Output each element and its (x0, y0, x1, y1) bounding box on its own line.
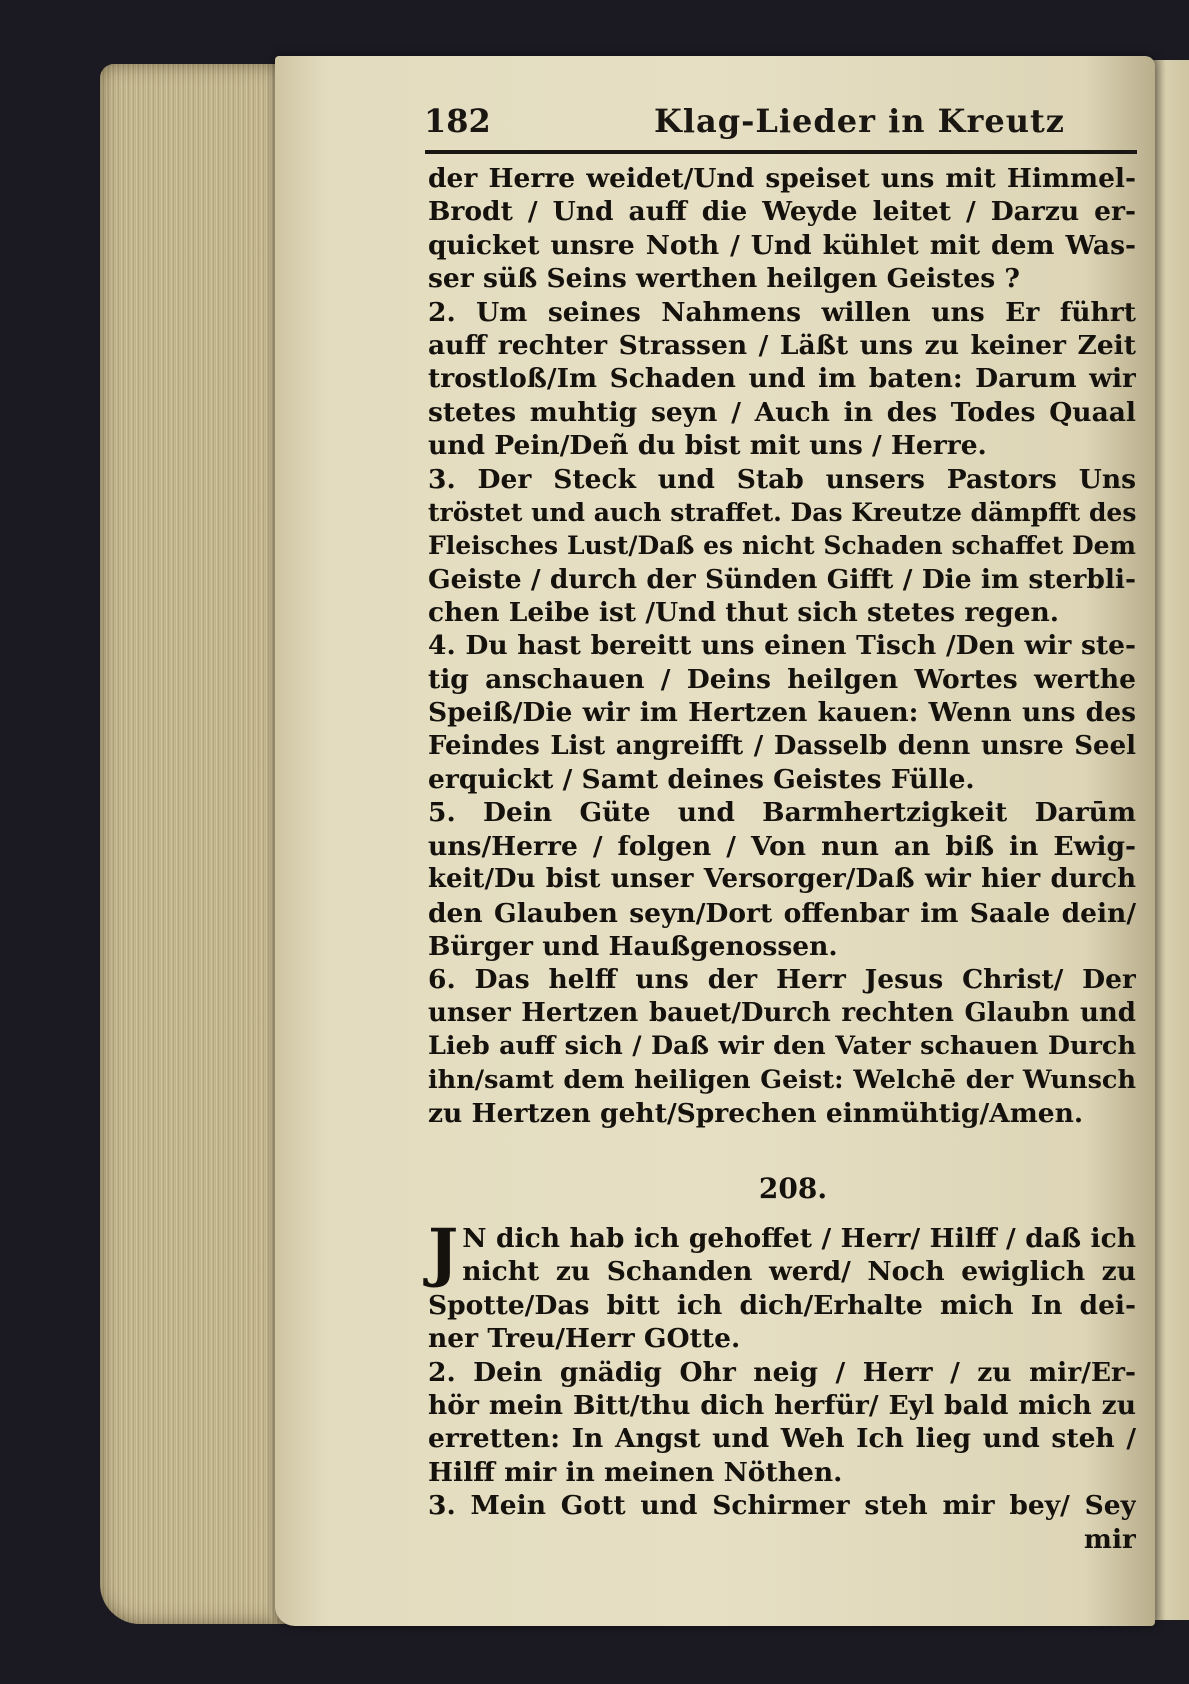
running-head (424, 100, 1144, 146)
text-line: trostloß/Im Schaden und im baten: Darum wir (428, 363, 1136, 395)
text-line: 5. Dein Güte und Barmhertzigkeit Darūm (428, 797, 1136, 829)
text-line: Spotte/Das bitt ich dich/Erhalte mich In dei- (428, 1289, 1136, 1321)
text-line: erquickt / Samt deines Geistes Fülle. (428, 764, 975, 796)
text-line: chen Leibe ist /Und thut sich stetes regen. (428, 597, 1060, 629)
text-line: 2. Um seines Nahmens willen uns Er führt (428, 296, 1136, 328)
page-number: 182 (424, 102, 491, 140)
text-line: Lieb auff sich / Daß wir den Vater schauen Durch (428, 1031, 1136, 1062)
text-line: N dich hab ich gehoffet / Herr/ Hilff / daß ich (462, 1223, 1136, 1254)
text-line: hör mein Bitt/thu dich herfür/ Eyl bald mich zu (428, 1389, 1136, 1421)
text-line: stetes muhtig seyn / Auch in des Todes Quaal (428, 396, 1136, 428)
text-line: tröstet und auch straffet. Das Kreutze dämpfft des (428, 497, 1136, 527)
text-line: Speiß/Die wir im Hertzen kauen: Wenn uns des (428, 697, 1136, 729)
text-line: Bürger und Haußgenossen. (428, 930, 838, 962)
text-line: Feindes List angreifft / Dasselb denn unsre Seel (428, 730, 1136, 761)
running-title: Klag-Lieder in Kreutz (654, 102, 1065, 140)
text-line: 2. Dein gnädig Ohr neig / Herr / zu mir/Er- (428, 1356, 1136, 1388)
text-line: unser Hertzen bauet/Durch rechten Glaubn und (428, 997, 1136, 1028)
catchword: mir (1083, 1523, 1136, 1555)
text-line: 3. Mein Gott und Schirmer steh mir bey/ Sey (428, 1490, 1136, 1522)
hymn-number: 208. (758, 1172, 828, 1205)
header-rule (425, 150, 1137, 154)
text-line: 4. Du hast bereitt uns einen Tisch /Den wir ste- (428, 630, 1136, 662)
text-line: Fleisches Lust/Daß es nicht Schaden schaffet Dem (428, 531, 1136, 561)
text-line: 6. Das helff uns der Herr Jesus Christ/ Der (428, 964, 1136, 996)
text-line: uns/Herre / folgen / Von nun an biß in Ewig- (428, 830, 1136, 862)
text-line: keit/Du bist unser Versorger/Daß wir hier durch (428, 864, 1136, 895)
text-line: der Herre weidet/Und speiset uns mit Himmel- (428, 163, 1136, 194)
adjacent-page-edge (1150, 60, 1189, 1620)
text-line: nicht zu Schanden werd/ Noch ewiglich zu (462, 1256, 1136, 1288)
text-line: den Glauben seyn/Dort offenbar im Saale dein/ (428, 897, 1136, 929)
hymn-207-text (428, 162, 1136, 1130)
text-line: tig anschauen / Deins heilgen Wortes werthe (428, 663, 1136, 695)
text-line: erretten: In Angst und Weh Ich lieg und steh / (428, 1423, 1136, 1455)
text-line: quicket unsre Noth / Und kühlet mit dem Was- (428, 229, 1136, 261)
text-line: Brodt / Und auff die Weyde leitet / Darzu er- (428, 196, 1136, 228)
text-line: Hilff mir in meinen Nöthen. (428, 1456, 843, 1488)
text-line: und Pein/Deñ du bist mit uns / Herre. (428, 430, 987, 462)
text-line: zu Hertzen geht/Sprechen einmühtig/Amen. (428, 1097, 1084, 1129)
text-line: auff rechter Strassen / Läßt uns zu keiner Zeit (428, 329, 1136, 361)
text-line: ser süß Seins werthen heilgen Geistes ? (428, 263, 1020, 295)
hymn-208-text (428, 1215, 1136, 1556)
text-line: ner Treu/Herr GOtte. (428, 1323, 741, 1355)
text-line: 3. Der Steck und Stab unsers Pastors Uns (428, 463, 1136, 495)
text-line: Geiste / durch der Sünden Gifft / Die im sterbli- (428, 563, 1136, 595)
page-edges (100, 64, 290, 1624)
drop-cap: J (428, 1215, 459, 1290)
text-line: ihn/samt dem heiligen Geist: Welchē der Wunsch (428, 1064, 1136, 1095)
